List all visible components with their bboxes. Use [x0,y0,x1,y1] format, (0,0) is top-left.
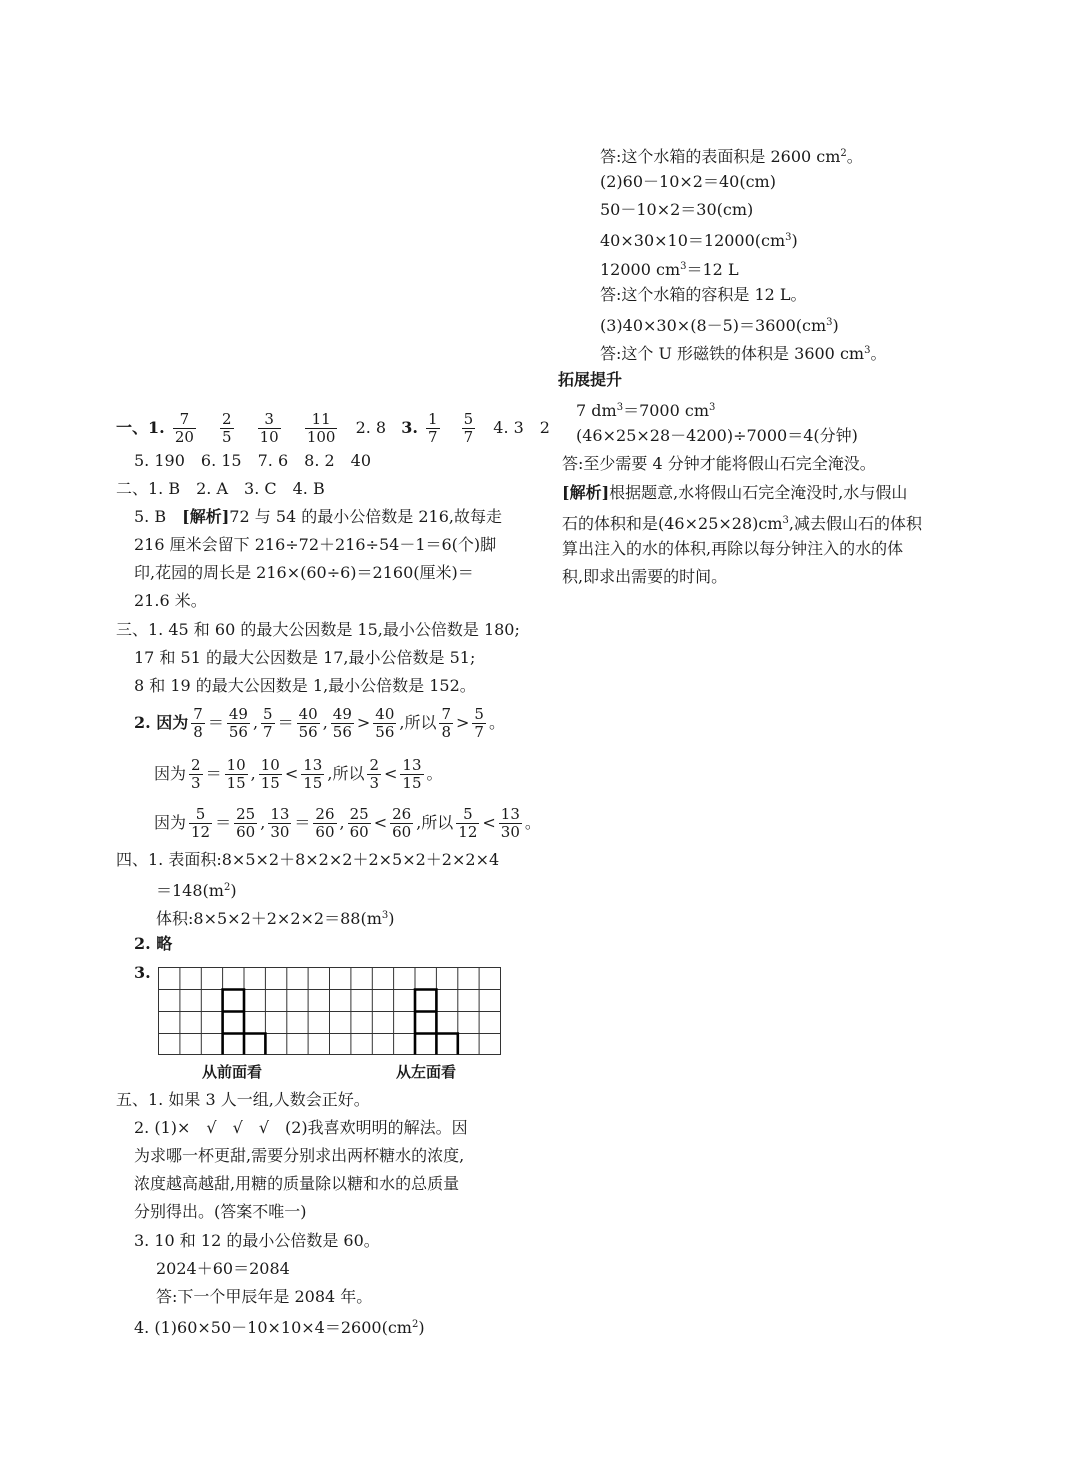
fraction: $\frac{2}{3}$ [191,756,201,792]
right-line-8: 答:这个 U 形磁铁的体积是 3600 $cm^3$。 [600,344,887,363]
s2-line-3: 216 厘米会留下 216÷72＋216÷54－1＝6(个)脚 [134,535,497,554]
extension-analysis-1: [解析]根据题意,水将假山石完全淹没时,水与假山 [562,483,908,502]
view-grid [158,967,502,1057]
s5-line-7: 2024＋60＝2084 [156,1259,290,1278]
fraction: $\frac{25}{60}$ [349,805,369,841]
extension-section-title: 拓展提升 [558,370,623,389]
fraction: $\frac{7}{20}$ [174,410,194,446]
fraction: $\frac{25}{60}$ [236,805,256,841]
s1-line-1: 一、1. $\frac{7}{20}$ $\frac{2}{5}$ $\frac{3}{10}$ $\frac{11}{100}$ 2. 8 3. $\frac{1}{7}$ $\frac{5}{7}$ 4. 3 2 [116,410,550,446]
s2-line-2: 5. B [解析]72 与 54 的最小公倍数是 216,故每走 [134,507,502,526]
s3-q2-line-1: 2. 因为 $\frac{7}{8}$ ＝ $\frac{49}{56}$ , $\frac{5}{7}$ ＝ $\frac{40}{56}$ , $\frac{49}{56}$ > $\frac{40}{56}$ ,所以 $\frac{7}{8}$ > $\frac{5}{7}$ 。 [134,705,505,741]
fraction: $\frac{49}{56}$ [332,705,352,741]
fraction: $\frac{5}{12}$ [191,805,211,841]
extension-analysis-4: 积,即求出需要的时间。 [562,567,728,586]
fraction: $\frac{40}{56}$ [375,705,395,741]
fraction: $\frac{13}{15}$ [402,756,422,792]
s5-line-2: 2. (1)× √ √ √ (2)我喜欢明明的解法。因 [134,1118,468,1137]
extension-analysis-3: 算出注入的水的体积,再除以每分钟注入的水的体 [562,539,904,558]
left-view-shape [415,990,458,1055]
s4-q3-label: 3. [134,963,151,982]
caption-left-view: 从左面看 [396,1063,457,1081]
right-line-2: (2)60－10×2＝40(cm) [600,172,776,191]
right-line-6: 答:这个水箱的容积是 12 L。 [600,285,807,304]
s3-line-2: 17 和 51 的最大公因数是 17,最小公倍数是 51; [134,648,476,667]
front-view-shape [223,990,266,1055]
fraction: $\frac{10}{15}$ [226,756,246,792]
fraction: $\frac{5}{7}$ [474,705,484,741]
s5-line-5: 分别得出。(答案不唯一) [134,1202,307,1221]
fraction: $\frac{26}{60}$ [315,805,335,841]
s2-line-4: 印,花园的周长是 216×(60÷6)＝2160(厘米)＝ [134,563,474,582]
s5-line-8: 答:下一个甲辰年是 2084 年。 [156,1287,373,1306]
fraction: $\frac{2}{5}$ [222,410,232,446]
fraction: $\frac{5}{7}$ [263,705,273,741]
caption-front-view: 从前面看 [202,1063,263,1081]
fraction: $\frac{3}{10}$ [259,410,279,446]
extension-line-1: 7 $dm^3=7000$ $cm^3$ [576,401,716,420]
fraction: $\frac{13}{30}$ [500,805,520,841]
fraction: $\frac{5}{12}$ [458,805,478,841]
s2-line-5: 21.6 米。 [134,591,207,610]
extension-line-3: 答:至少需要 4 分钟才能将假山石完全淹没。 [562,454,876,473]
fraction: $\frac{1}{7}$ [427,410,438,446]
fraction: $\frac{11}{100}$ [306,410,336,446]
s3-q2-line-3: 因为 $\frac{5}{12}$ ＝ $\frac{25}{60}$ , $\frac{13}{30}$ ＝ $\frac{26}{60}$ , $\frac{25}{60}$ < $\frac{26}{60}$ ,所以 $\frac{5}{12}$ < $\frac{13}{30}$ 。 [154,805,541,841]
fraction: $\frac{49}{56}$ [228,705,248,741]
s4-line-1: 四、1. 表面积:8×5×2＋8×2×2＋2×5×2＋2×2×4 [116,850,500,869]
s3-q2-line-2: 因为 $\frac{2}{3}$ ＝ $\frac{10}{15}$ , $\frac{10}{15}$ < $\frac{13}{15}$ ,所以 $\frac{2}{3}$ < $\frac{13}{15}$ 。 [154,756,443,792]
fraction: $\frac{26}{60}$ [392,805,412,841]
s5-line-1: 五、1. 如果 3 人一组,人数会正好。 [116,1090,370,1109]
s4-line-3: 体积$:8\times 5\times 2+2\times 2\times 2=88(m^3)$ [156,909,395,928]
right-line-4: $40\times 30\times 10=12000(cm^3)$ [600,231,798,250]
extension-line-2: (46×25×28－4200)÷7000＝4(分钟) [576,426,858,445]
s2-line-1: 二、1. B 2. A 3. C 4. B [116,479,325,498]
s3-line-3: 8 和 19 的最大公因数是 1,最小公倍数是 152。 [134,676,476,695]
s5-line-4: 浓度越高越甜,用糖的质量除以糖和水的总质量 [134,1174,460,1193]
right-line-7: $(3)40\times 30\times(8-5)=3600(cm^3)$ [600,316,839,335]
right-line-3: 50－10×2＝30(cm) [600,200,754,219]
fraction: $\frac{10}{15}$ [260,756,280,792]
fraction: $\frac{7}{8}$ [441,705,452,741]
view-grid-figure [158,967,502,1061]
s5-line-3: 为求哪一杯更甜,需要分别求出两杯糖水的浓度, [134,1146,465,1165]
s5-line-6: 3. 10 和 12 的最小公倍数是 60。 [134,1231,380,1250]
fraction: $\frac{7}{8}$ [193,705,203,741]
s5-line-9: 4. $(1)60\times 50-10\times 10\times 4=2600(cm^2)$ [134,1318,425,1337]
fraction: $\frac{2}{3}$ [369,756,379,792]
fraction: $\frac{13}{15}$ [303,756,323,792]
s1-line-2: 5. 190 6. 15 7. 6 8. 2 40 [134,451,372,470]
s4-line-4: 2. 略 [134,934,173,953]
right-line-1: 答:这个水箱的表面积是 2600 $cm^2$。 [600,147,863,166]
fraction: $\frac{5}{7}$ [463,410,474,446]
fraction: $\frac{40}{56}$ [298,705,318,741]
extension-analysis-2: 石的体积和是$(46\times 25\times 28)cm^3$,减去假山石的体积 [562,514,922,533]
s4-line-2: $=148(m^2)$ [156,881,237,900]
s3-line-1: 三、1. 45 和 60 的最大公因数是 15,最小公倍数是 180; [116,620,520,639]
fraction: $\frac{13}{30}$ [270,805,290,841]
right-line-5: 12000 $cm^3=12$ L [600,260,739,279]
